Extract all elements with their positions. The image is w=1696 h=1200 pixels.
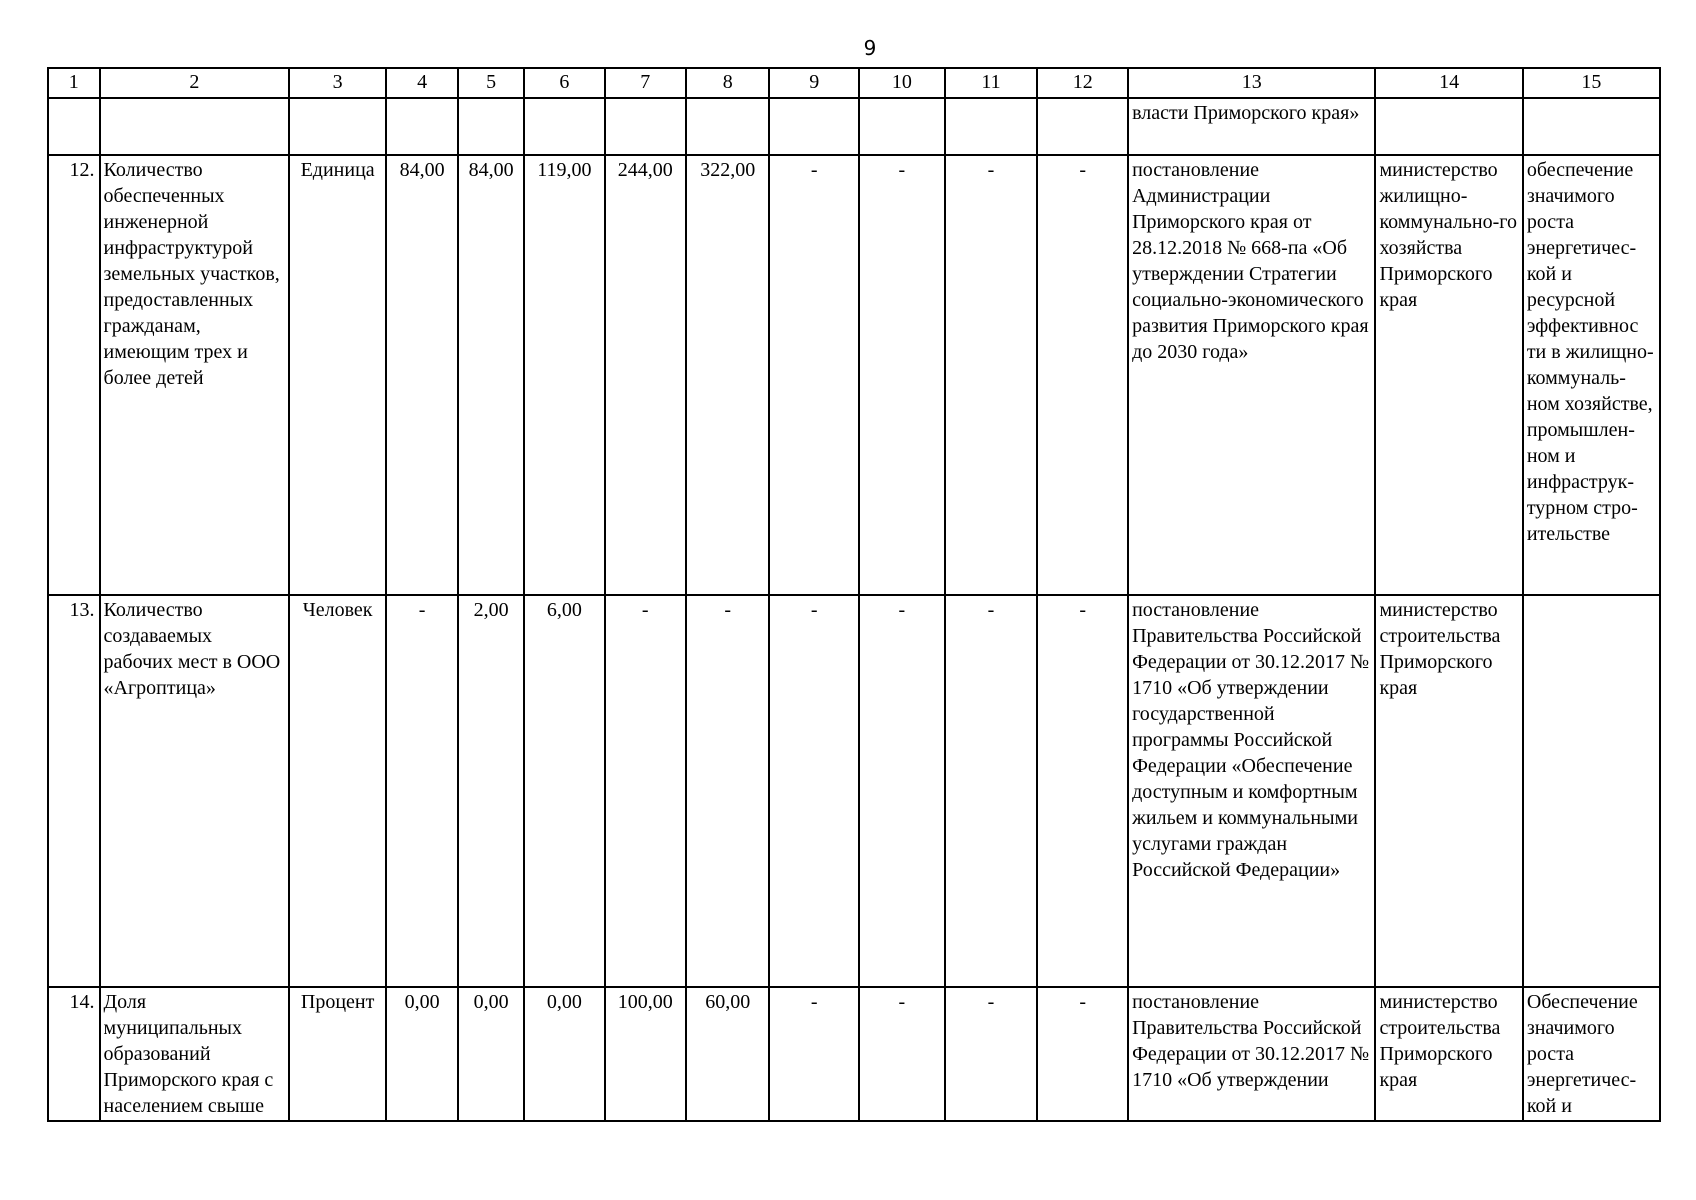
row-number: 12. (48, 155, 100, 595)
value-cell: - (769, 155, 859, 595)
value-cell: 119,00 (524, 155, 604, 595)
header-cell: 9 (769, 68, 859, 98)
header-cell: 3 (289, 68, 386, 98)
value-cell: - (386, 595, 458, 987)
indicator-name: Количество обеспеченных инженерной инфраструктурой земельных участков, предоставленных гражданам, имеющим трех и более детей (100, 155, 290, 595)
goal-cell: обеспечение значимого роста энергетичес-кой и ресурсной эффективнос ти в жилищно-коммуналь-ном хозяйстве, промышлен-ном и инфраструк-турном стро-ительстве (1523, 155, 1660, 595)
value-cell: 84,00 (458, 155, 524, 595)
value-cell: 322,00 (686, 155, 769, 595)
value-cell: 0,00 (386, 987, 458, 1121)
value-cell: - (1037, 155, 1128, 595)
value-cell: - (859, 595, 945, 987)
goal-cell (1523, 98, 1660, 155)
indicators-table (47, 67, 1661, 1122)
header-cell: 1 (48, 68, 100, 98)
header-cell: 2 (100, 68, 290, 98)
basis-cell: постановление Правительства Российской Федерации от 30.12.2017 № 1710 «Об утверждении государственной программы Российской Федерации «Обеспечение доступным и комфортным жильем и коммунальными услугами граждан Российской Федерации» (1128, 595, 1375, 987)
value-cell (458, 98, 524, 155)
value-cell: 6,00 (524, 595, 604, 987)
value-cell (386, 98, 458, 155)
header-cell: 11 (945, 68, 1038, 98)
value-cell: 84,00 (386, 155, 458, 595)
basis-cell: власти Приморского края» (1128, 98, 1375, 155)
table-row (48, 98, 1660, 155)
header-cell: 12 (1037, 68, 1128, 98)
row-number: 13. (48, 595, 100, 987)
responsible-cell (1375, 98, 1522, 155)
header-cell: 7 (605, 68, 686, 98)
indicator-name: Количество создаваемых рабочих мест в ООО «Агроптица» (100, 595, 290, 987)
value-cell: - (605, 595, 686, 987)
unit-cell: Единица (289, 155, 386, 595)
unit-cell: Процент (289, 987, 386, 1121)
indicator-name (100, 98, 290, 155)
value-cell: - (859, 155, 945, 595)
value-cell: 60,00 (686, 987, 769, 1121)
header-cell: 4 (386, 68, 458, 98)
table-row (48, 155, 1660, 595)
unit-cell: Человек (289, 595, 386, 987)
header-cell: 6 (524, 68, 604, 98)
value-cell: 244,00 (605, 155, 686, 595)
responsible-cell: министерство строительства Приморского края (1375, 987, 1522, 1121)
table-row (48, 595, 1660, 987)
basis-cell: постановление Правительства Российской Федерации от 30.12.2017 № 1710 «Об утверждении (1128, 987, 1375, 1121)
value-cell: - (945, 155, 1038, 595)
value-cell: - (859, 987, 945, 1121)
value-cell (769, 98, 859, 155)
value-cell: 100,00 (605, 987, 686, 1121)
value-cell: - (1037, 987, 1128, 1121)
header-cell: 10 (859, 68, 945, 98)
basis-cell: постановление Администрации Приморского края от 28.12.2018 № 668-па «Об утверждении Стратегии социально-экономического развития Приморского края до 2030 года» (1128, 155, 1375, 595)
header-row (48, 68, 1660, 98)
value-cell: - (769, 595, 859, 987)
value-cell: - (769, 987, 859, 1121)
value-cell (859, 98, 945, 155)
value-cell: - (1037, 595, 1128, 987)
header-cell: 8 (686, 68, 769, 98)
value-cell (1037, 98, 1128, 155)
unit-cell (289, 98, 386, 155)
value-cell (605, 98, 686, 155)
header-cell: 5 (458, 68, 524, 98)
goal-cell (1523, 595, 1660, 987)
value-cell: - (945, 987, 1038, 1121)
page-number: 9 (863, 36, 877, 60)
value-cell (686, 98, 769, 155)
responsible-cell: министерство строительства Приморского края (1375, 595, 1522, 987)
table-row (48, 987, 1660, 1121)
header-cell: 15 (1523, 68, 1660, 98)
value-cell: 2,00 (458, 595, 524, 987)
value-cell (945, 98, 1038, 155)
value-cell (524, 98, 604, 155)
value-cell: - (945, 595, 1038, 987)
row-number (48, 98, 100, 155)
header-cell: 13 (1128, 68, 1375, 98)
value-cell: 0,00 (524, 987, 604, 1121)
value-cell: - (686, 595, 769, 987)
responsible-cell: министерство жилищно-коммунально-го хозяйства Приморского края (1375, 155, 1522, 595)
indicator-name: Доля муниципальных образований Приморского края с населением свыше (100, 987, 290, 1121)
value-cell: 0,00 (458, 987, 524, 1121)
header-cell: 14 (1375, 68, 1522, 98)
row-number: 14. (48, 987, 100, 1121)
goal-cell: Обеспечение значимого роста энергетичес-кой и (1523, 987, 1660, 1121)
